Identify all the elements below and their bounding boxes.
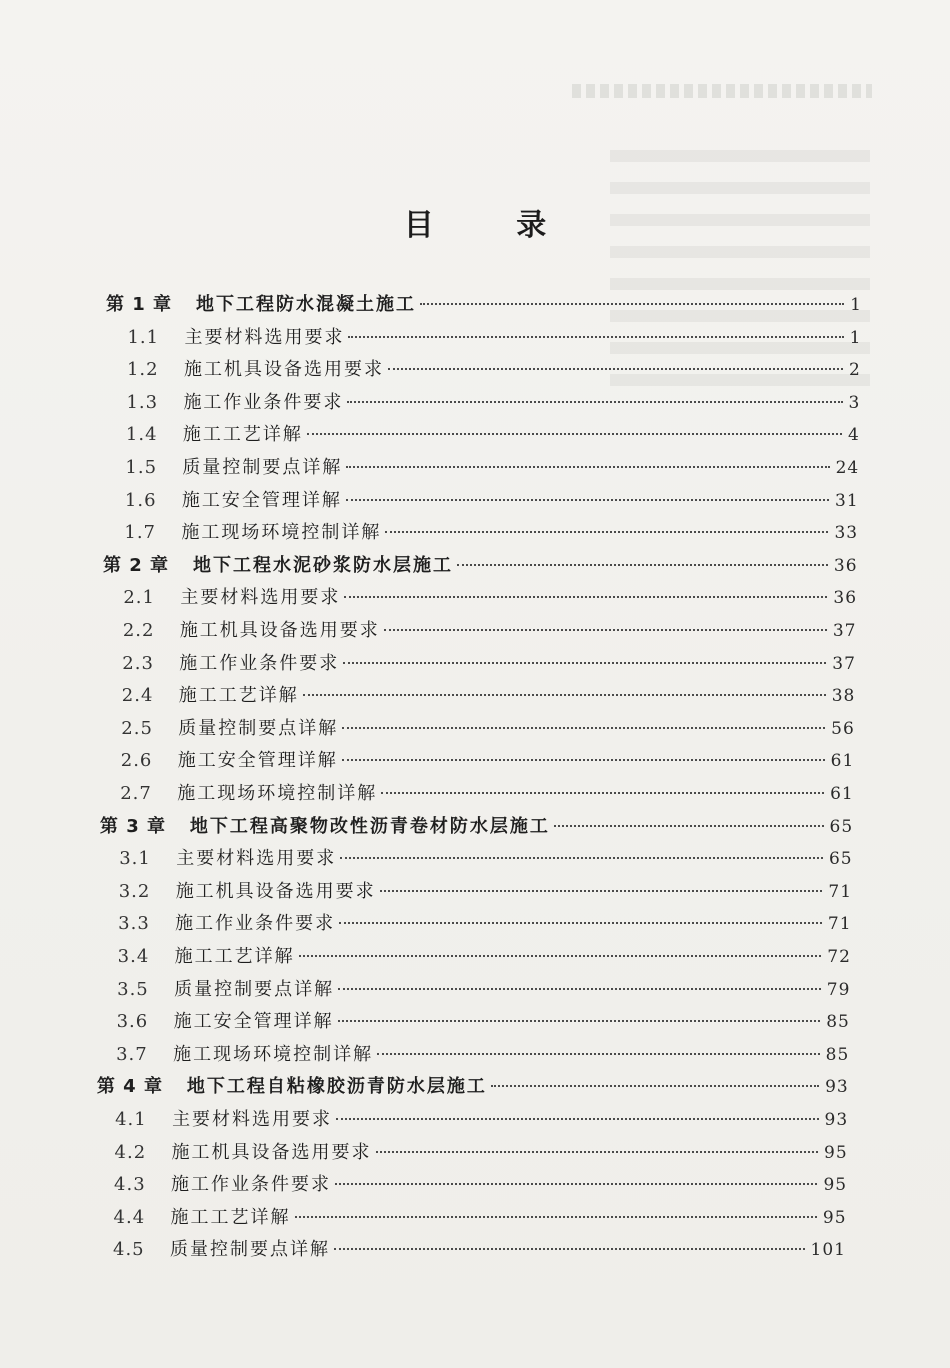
toc-section-row <box>118 909 851 939</box>
toc-page-number: 95 <box>823 1175 848 1196</box>
dot-leader <box>340 857 823 859</box>
toc-title: 施工机具设备选用要求 <box>179 620 380 641</box>
toc-number: 3.4 <box>117 946 150 967</box>
toc-chapter-row <box>97 1072 849 1102</box>
dot-leader <box>347 401 842 403</box>
toc-title: 施工现场环境控制详解 <box>181 522 382 544</box>
toc-section-row <box>116 1040 849 1070</box>
toc-section-row <box>115 1105 848 1135</box>
dot-leader <box>491 1085 819 1087</box>
toc-page-number: 95 <box>822 1207 847 1228</box>
toc-number: 第 4 章 <box>96 1076 163 1098</box>
toc-number: 4.5 <box>113 1239 145 1261</box>
toc-page-number: 36 <box>833 555 858 576</box>
toc-page-number: 85 <box>826 1012 850 1033</box>
toc-title: 施工安全管理详解 <box>177 750 338 772</box>
toc-page-number: 31 <box>835 490 859 511</box>
toc-page-number: 24 <box>835 458 860 478</box>
toc-page-number: 61 <box>830 784 854 804</box>
toc-page-number: 37 <box>832 653 856 674</box>
toc-number: 4.3 <box>114 1174 146 1196</box>
dot-leader <box>339 922 822 924</box>
toc-section-row <box>115 1138 848 1168</box>
dot-leader <box>377 1053 820 1055</box>
toc-title: 施工工艺详解 <box>182 424 303 446</box>
toc-section-row <box>124 518 858 548</box>
toc-title: 主要材料选用要求 <box>184 326 345 348</box>
toc-title: 质量控制要点详解 <box>182 457 343 478</box>
toc-number: 4.4 <box>113 1206 146 1228</box>
toc-page-number: 85 <box>825 1044 850 1065</box>
dot-leader <box>384 629 827 631</box>
toc-title: 主要材料选用要求 <box>172 1109 333 1130</box>
toc-section-row <box>123 583 857 613</box>
dot-leader <box>342 759 825 761</box>
toc-number: 2.7 <box>120 783 152 804</box>
toc-title: 施工作业条件要求 <box>179 652 340 674</box>
dot-leader <box>554 825 824 827</box>
dot-leader <box>336 1118 818 1120</box>
toc-number: 1.2 <box>126 359 159 381</box>
toc-page-number: 3 <box>848 392 861 413</box>
toc-page-number: 38 <box>831 686 856 707</box>
toc-section-row <box>121 714 855 744</box>
toc-title: 主要材料选用要求 <box>180 587 341 609</box>
toc-number: 4.2 <box>114 1141 147 1163</box>
toc-section-row <box>126 388 860 418</box>
toc-number: 3.2 <box>118 880 151 902</box>
toc-section-row <box>120 779 853 809</box>
toc-page-number: 79 <box>826 979 851 1000</box>
toc-title: 施工机具设备选用要求 <box>183 359 384 381</box>
toc-number: 3.6 <box>116 1011 149 1033</box>
toc-title: 质量控制要点详解 <box>170 1239 330 1261</box>
toc-title: 施工作业条件要求 <box>175 913 336 935</box>
dot-leader <box>303 694 826 696</box>
dot-leader <box>299 955 822 957</box>
toc-page-number: 1 <box>850 295 862 315</box>
toc-section-row <box>125 453 859 483</box>
toc-page-number: 37 <box>832 621 857 641</box>
toc-number: 3.7 <box>116 1043 148 1065</box>
dot-leader <box>344 596 827 598</box>
toc-page-number: 65 <box>829 816 854 837</box>
toc-title: 施工现场环境控制详解 <box>173 1043 374 1065</box>
toc-chapter-row <box>106 290 862 320</box>
toc-title: 地下工程水泥砂浆防水层施工 <box>192 554 453 576</box>
toc-section-row <box>123 616 857 646</box>
toc-number: 2.3 <box>122 652 154 674</box>
toc-number: 第 3 章 <box>99 815 166 837</box>
toc-page-number: 61 <box>830 751 855 772</box>
dot-leader <box>338 988 821 990</box>
toc-page-number: 1 <box>849 327 862 348</box>
toc-page-number: 56 <box>831 718 855 739</box>
toc-section-row <box>118 942 851 972</box>
toc-section-row <box>127 355 861 385</box>
page-title: 目 录 <box>403 208 583 243</box>
toc-section-row <box>114 1203 847 1233</box>
toc-number: 1.6 <box>124 489 157 511</box>
dot-leader <box>335 1183 817 1185</box>
toc-page-number: 93 <box>824 1110 849 1130</box>
toc-section-row <box>121 746 855 776</box>
toc-page-number: 101 <box>810 1240 846 1261</box>
toc-number: 3.5 <box>117 978 149 1000</box>
toc-title: 地下工程自粘橡胶沥青防水层施工 <box>186 1076 487 1098</box>
toc-section-row <box>117 1007 850 1037</box>
toc-title: 质量控制要点详解 <box>178 717 339 739</box>
toc-section-row <box>122 649 856 679</box>
dot-leader <box>385 531 828 533</box>
toc-chapter-row <box>103 551 858 581</box>
dot-leader <box>380 890 823 892</box>
toc-number: 3.1 <box>119 848 151 870</box>
toc-number: 1.7 <box>124 522 157 544</box>
toc-title: 施工工艺详解 <box>174 946 295 967</box>
toc-section-row <box>126 420 860 450</box>
toc-number: 第 2 章 <box>102 554 170 576</box>
dot-leader <box>388 368 843 370</box>
dot-leader <box>342 727 825 729</box>
toc-section-row <box>114 1170 847 1200</box>
toc-number: 第 1 章 <box>106 294 173 315</box>
toc-section-row <box>119 844 852 874</box>
toc-title: 地下工程高聚物改性沥青卷材防水层施工 <box>189 815 550 837</box>
dot-leader <box>457 564 828 566</box>
toc-number: 1.5 <box>125 457 158 478</box>
dot-leader <box>307 433 842 435</box>
toc-title: 施工机具设备选用要求 <box>171 1141 372 1163</box>
toc-title: 施工安全管理详解 <box>181 489 342 511</box>
dot-leader <box>334 1248 805 1250</box>
toc-page-number: 72 <box>827 947 851 967</box>
toc-page-number: 71 <box>827 914 852 935</box>
toc-title: 施工工艺详解 <box>178 685 299 707</box>
toc-page-number: 33 <box>834 523 859 544</box>
toc-page-number: 93 <box>825 1077 849 1098</box>
toc-page-number: 65 <box>828 849 853 870</box>
toc-page-number: 4 <box>847 425 860 446</box>
dot-leader <box>420 303 844 305</box>
toc-chapter-row <box>100 812 853 842</box>
toc-title: 质量控制要点详解 <box>174 978 335 1000</box>
toc-number: 1.1 <box>127 326 160 348</box>
toc-title: 施工作业条件要求 <box>171 1174 332 1196</box>
dot-leader <box>346 466 829 468</box>
toc-section-row <box>122 681 856 711</box>
toc-number: 2.5 <box>121 717 153 739</box>
toc-title: 施工工艺详解 <box>170 1206 291 1228</box>
toc-section-row <box>125 486 859 516</box>
toc-section-row <box>117 975 850 1005</box>
toc-title: 施工机具设备选用要求 <box>175 880 376 902</box>
toc-title: 施工作业条件要求 <box>183 391 344 413</box>
dot-leader <box>376 1151 818 1153</box>
toc-title: 主要材料选用要求 <box>176 848 337 870</box>
toc-number: 2.6 <box>120 750 153 772</box>
toc-page-number: 71 <box>828 881 853 902</box>
dot-leader <box>346 499 829 501</box>
dot-leader <box>295 1216 817 1218</box>
toc-number: 2.1 <box>123 587 155 609</box>
toc-number: 2.2 <box>122 620 155 641</box>
toc-number: 2.4 <box>121 685 154 707</box>
dot-leader <box>348 336 843 338</box>
toc-number: 3.3 <box>118 913 150 935</box>
dot-leader <box>338 1020 821 1022</box>
toc-section-row <box>127 323 861 353</box>
toc-title: 地下工程防水混凝土施工 <box>196 294 416 315</box>
toc-page-number: 2 <box>849 360 861 381</box>
toc-number: 4.1 <box>115 1109 147 1130</box>
dot-leader <box>381 792 824 794</box>
toc-title: 施工现场环境控制详解 <box>177 783 378 804</box>
toc-number: 1.3 <box>126 391 159 413</box>
toc-title: 施工安全管理详解 <box>173 1011 334 1033</box>
toc-section-row <box>119 877 852 907</box>
toc-section-row <box>113 1235 846 1265</box>
toc-page-number: 36 <box>833 588 858 609</box>
toc-page-number: 95 <box>824 1142 848 1163</box>
dot-leader <box>343 662 826 664</box>
toc-number: 1.4 <box>125 424 158 446</box>
